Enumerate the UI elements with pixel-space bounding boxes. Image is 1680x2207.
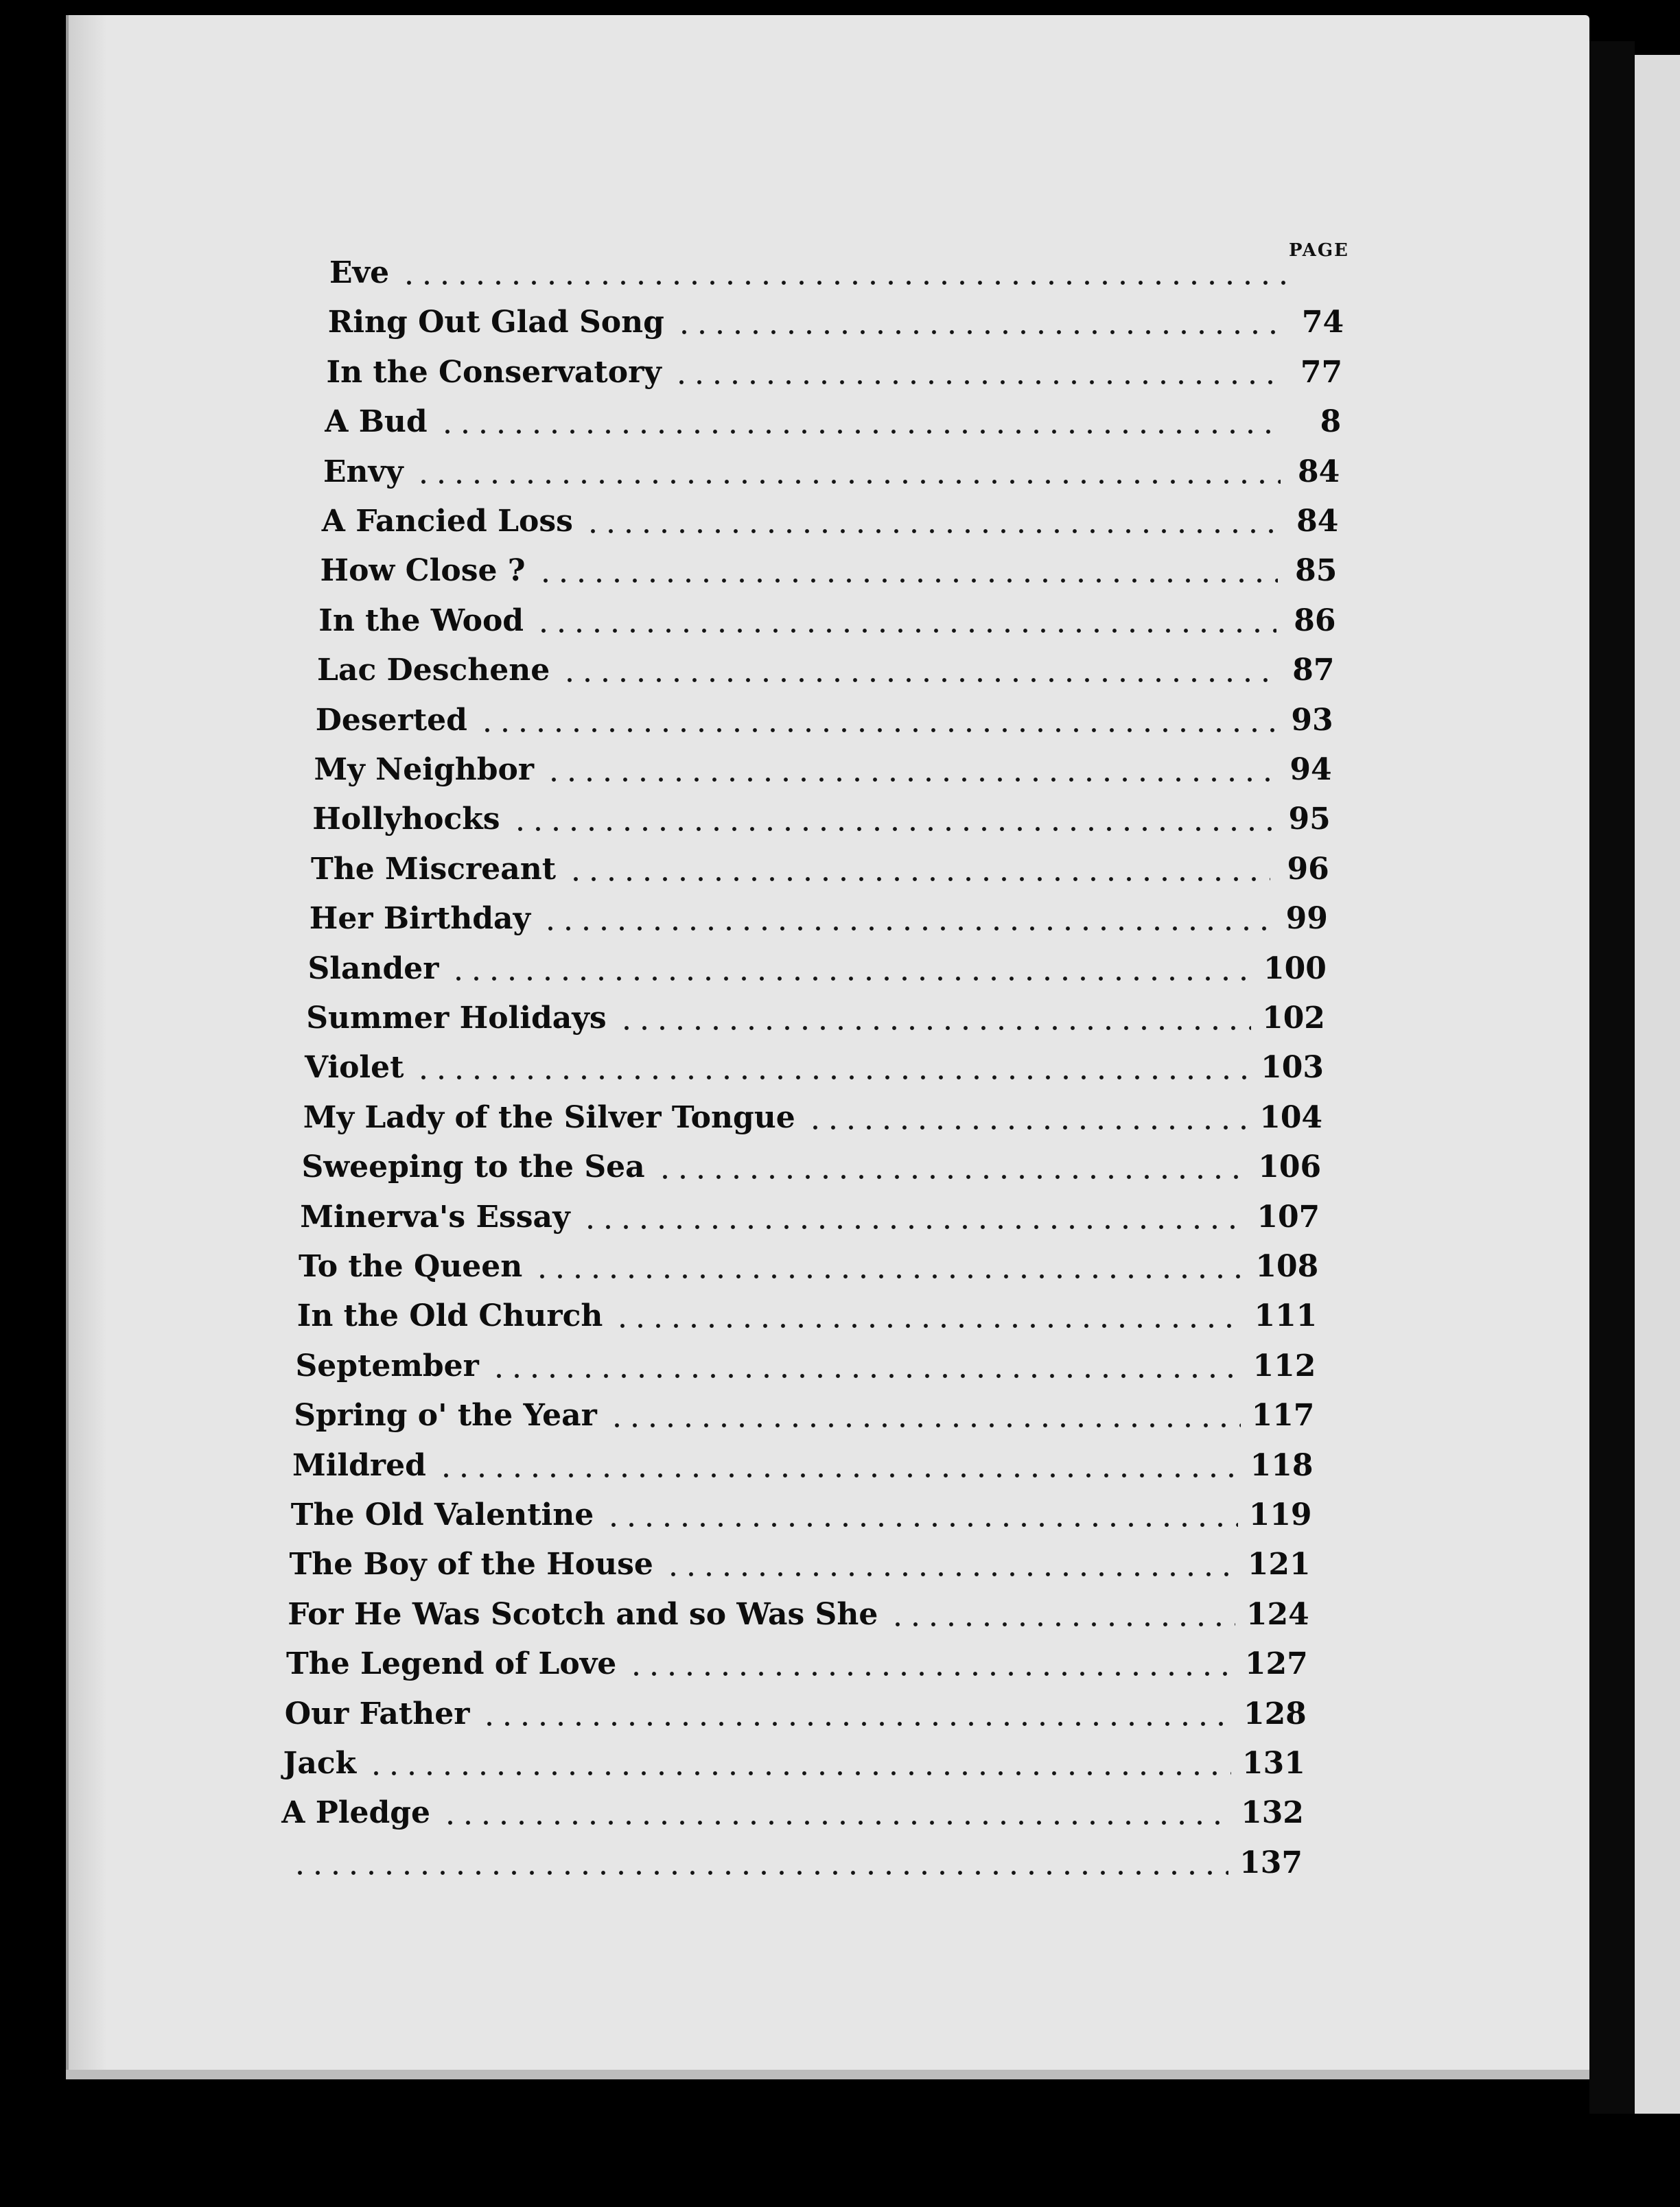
toc-entry-title: Sweeping to the Sea xyxy=(301,1149,645,1185)
toc-entry xyxy=(286,1646,1308,1690)
toc-entry-page-number: 95 xyxy=(1288,802,1331,837)
dot-leader xyxy=(535,627,1276,634)
toc-entry xyxy=(302,1149,1322,1193)
dot-leader xyxy=(627,1670,1234,1677)
toc-entry-page-number: 111 xyxy=(1254,1298,1318,1334)
toc-entry-title: Hollyhocks xyxy=(312,802,500,837)
toc-entry xyxy=(322,504,1339,548)
toc-entry-title: In the Conservatory xyxy=(326,354,662,390)
toc-entry-title: My Neighbor xyxy=(314,752,535,787)
toc-entry-page-number: 100 xyxy=(1263,950,1327,986)
toc-entry-page-number: 119 xyxy=(1248,1497,1312,1532)
toc-entry-page-number: 99 xyxy=(1285,901,1328,937)
toc-entry xyxy=(323,454,1340,498)
dot-leader xyxy=(806,1124,1248,1131)
toc-entry-title: How Close ? xyxy=(320,553,526,589)
toc-entry-page-number: 117 xyxy=(1251,1398,1315,1434)
dot-leader xyxy=(400,279,1286,286)
dot-leader xyxy=(367,1770,1231,1777)
dot-leader xyxy=(664,1571,1237,1578)
toc-entry xyxy=(316,703,1333,747)
dot-leader xyxy=(545,776,1273,783)
toc-entry xyxy=(310,901,1328,945)
toc-entry-title: Ring Out Glad Song xyxy=(327,305,664,340)
toc-entry xyxy=(292,1448,1314,1492)
dot-leader xyxy=(450,975,1252,982)
toc-entry-title: For He Was Scotch and so Was She xyxy=(288,1596,878,1632)
dot-leader xyxy=(439,428,1283,435)
dot-leader xyxy=(541,925,1269,932)
toc-entry xyxy=(300,1200,1320,1243)
dot-leader xyxy=(415,1074,1250,1081)
dot-leader xyxy=(415,478,1281,485)
toc-entry-title: Our Father xyxy=(284,1696,470,1731)
dot-leader xyxy=(561,677,1275,684)
dot-leader xyxy=(584,528,1279,535)
toc-entry xyxy=(285,1696,1307,1740)
toc-entry-page-number: 74 xyxy=(1301,305,1344,340)
dot-leader xyxy=(537,577,1279,584)
toc-entry-page-number: 94 xyxy=(1290,752,1332,787)
toc-entry-page-number: 96 xyxy=(1287,851,1329,887)
toc-entry xyxy=(280,1845,1303,1889)
toc-entry-page-number: 131 xyxy=(1242,1746,1305,1781)
dot-leader xyxy=(618,1025,1251,1031)
toc-entry-title: The Miscreant xyxy=(311,851,557,887)
toc-entry-page-number: 127 xyxy=(1244,1646,1308,1682)
toc-entry-title: September xyxy=(295,1348,479,1383)
toc-entry-title: Slander xyxy=(307,950,439,986)
dot-leader xyxy=(675,329,1285,336)
toc-entry-page-number: 8 xyxy=(1320,404,1342,440)
toc-entry xyxy=(303,1100,1322,1144)
toc-entry-page-number: 106 xyxy=(1258,1149,1322,1185)
toc-entry xyxy=(305,1050,1324,1094)
dot-leader xyxy=(608,1422,1241,1429)
page-column-label: PAGE xyxy=(1289,240,1349,261)
dot-leader xyxy=(614,1322,1243,1329)
toc-entry-title: Minerva's Essay xyxy=(300,1199,570,1235)
toc-entry-page-number: 87 xyxy=(1292,653,1335,688)
toc-entry-page-number: 121 xyxy=(1247,1547,1311,1583)
toc-entry xyxy=(294,1398,1314,1442)
toc-entry xyxy=(306,1001,1325,1044)
dot-leader xyxy=(291,1869,1228,1876)
toc-entry-title: Eve xyxy=(329,255,390,290)
dot-leader xyxy=(567,876,1270,883)
toc-entry xyxy=(308,951,1327,995)
toc-entry-title: Spring o' the Year xyxy=(294,1398,597,1434)
toc-entry xyxy=(296,1348,1316,1392)
toc-entry-page-number: 84 xyxy=(1298,454,1340,489)
toc-entry-title: My Lady of the Silver Tongue xyxy=(303,1099,795,1135)
toc-entry-page-number: 104 xyxy=(1259,1099,1323,1135)
toc-entry-title: The Boy of the House xyxy=(289,1547,653,1583)
toc-entry-page-number: 112 xyxy=(1252,1348,1316,1383)
toc-entry-title: Summer Holidays xyxy=(306,1001,607,1036)
toc-entry xyxy=(318,603,1335,647)
toc-entry-page-number: 128 xyxy=(1243,1696,1307,1731)
toc-entry-title: The Old Valentine xyxy=(290,1497,594,1532)
toc-entry xyxy=(329,255,1345,299)
toc-entry xyxy=(297,1298,1318,1342)
dot-leader xyxy=(478,727,1274,734)
dot-leader xyxy=(581,1224,1246,1230)
dot-leader xyxy=(605,1521,1237,1528)
toc-entry xyxy=(288,1597,1309,1641)
toc-entry-title: In the Wood xyxy=(318,603,524,638)
toc-entry xyxy=(283,1746,1305,1790)
toc-entry xyxy=(311,852,1329,896)
toc-entry-page-number: 85 xyxy=(1295,553,1338,589)
toc-entry xyxy=(291,1497,1312,1541)
toc-entry-page-number: 86 xyxy=(1294,603,1336,638)
dot-leader xyxy=(480,1720,1233,1727)
toc-entry-title: A Pledge xyxy=(281,1795,431,1831)
dot-leader xyxy=(437,1472,1239,1479)
toc-entry-page-number: 84 xyxy=(1296,504,1339,539)
toc-entry-page-number: 77 xyxy=(1300,354,1343,390)
toc-entry-title: Jack xyxy=(283,1746,357,1781)
toc-entry xyxy=(281,1795,1304,1839)
toc-entry xyxy=(317,653,1335,697)
toc-entry-page-number: 132 xyxy=(1241,1795,1304,1831)
toc-entry-page-number: 108 xyxy=(1255,1249,1319,1284)
toc-entry-page-number: 103 xyxy=(1261,1050,1324,1086)
dot-leader xyxy=(889,1621,1235,1628)
toc-entry xyxy=(320,553,1338,597)
toc-entry xyxy=(290,1547,1311,1591)
dot-leader xyxy=(441,1819,1230,1826)
toc-entry-page-number: 118 xyxy=(1250,1447,1314,1483)
toc-entry-title: Lac Deschene xyxy=(317,653,550,688)
toc-entry xyxy=(328,305,1344,349)
toc-entry xyxy=(327,355,1343,399)
toc-entry-title: Envy xyxy=(323,454,404,489)
toc-entry-page-number: 102 xyxy=(1262,1001,1325,1036)
toc-entry-title: A Bud xyxy=(325,404,428,440)
toc-entry xyxy=(299,1249,1318,1293)
toc-entry-title: Mildred xyxy=(292,1447,426,1483)
toc-entry-title: The Legend of Love xyxy=(286,1646,617,1682)
dot-leader xyxy=(511,826,1272,832)
toc-entry-page-number: 124 xyxy=(1246,1596,1309,1632)
toc-entry-title: A Fancied Loss xyxy=(321,504,573,539)
toc-entry xyxy=(325,404,1341,448)
toc-entry-title: To the Queen xyxy=(299,1249,523,1284)
toc-entry xyxy=(312,802,1330,845)
dot-leader xyxy=(533,1273,1244,1280)
toc-entry-page-number: 107 xyxy=(1257,1199,1320,1235)
toc-entry-page-number: 93 xyxy=(1291,702,1333,738)
dot-leader xyxy=(490,1373,1242,1379)
dot-leader xyxy=(673,379,1283,386)
toc-entry-title: In the Old Church xyxy=(296,1298,603,1334)
dot-leader xyxy=(656,1173,1248,1180)
toc-entry-title: Violet xyxy=(305,1050,404,1086)
toc-entry-title: Her Birthday xyxy=(309,901,531,937)
toc-entry-title: Deserted xyxy=(315,702,467,738)
toc-entry xyxy=(314,752,1332,796)
toc-entry-page-number: 137 xyxy=(1239,1845,1303,1880)
